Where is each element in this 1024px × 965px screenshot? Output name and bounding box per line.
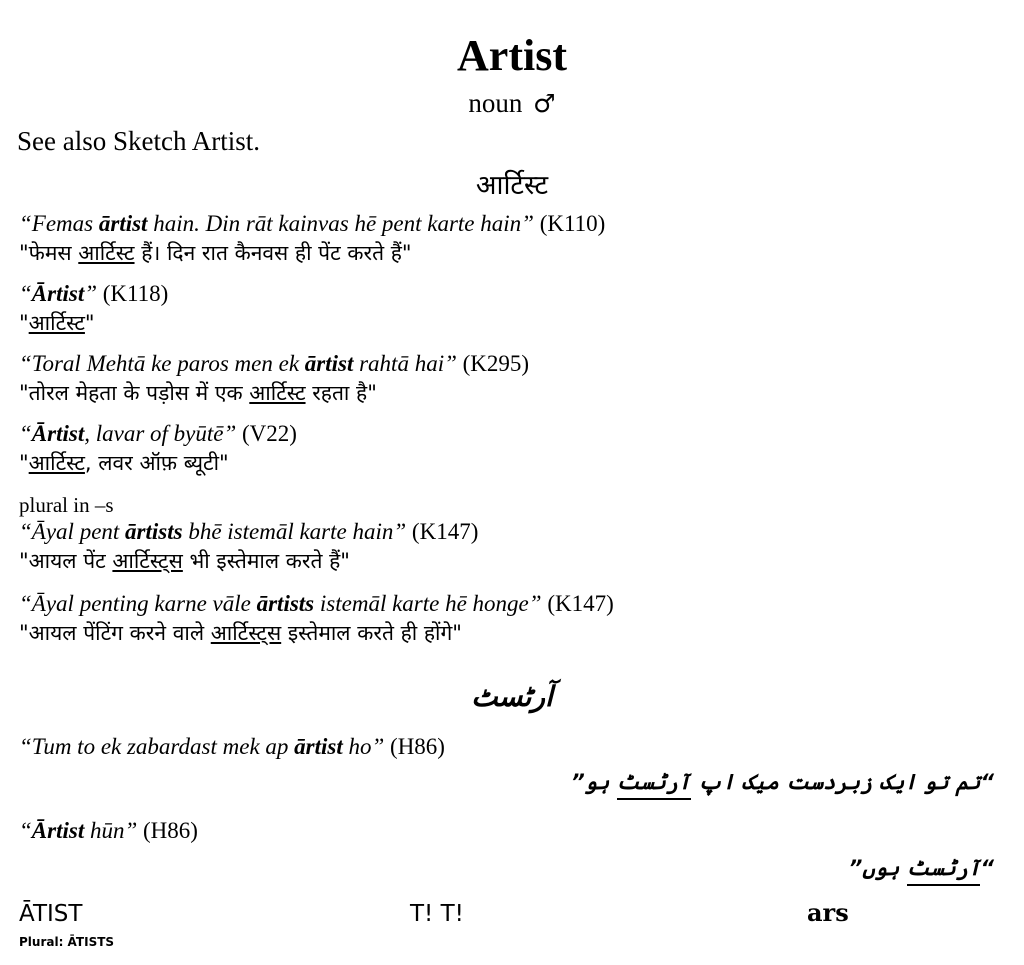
source-citation: (K147) [547,591,614,616]
footer-middle-code: T! T! [410,901,464,927]
plural-example [19,590,1004,648]
devanagari-line: "आर्टिस्ट, लवर ऑफ़ ब्यूटी" [19,451,229,475]
underlined-term: आर्टिस्ट [28,451,85,475]
underlined-term: आर्टिस्ट [28,311,85,335]
highlighted-term: ārtist [294,734,343,759]
part-of-speech: noun [468,88,523,118]
urdu-example [19,817,1004,845]
see-also-note: See also Sketch Artist. [17,126,260,156]
devanagari-line: "आयल पेंट आर्टिस्ट्स भी इस्तेमाल करते हैं" [19,549,350,573]
underlined-term: आर्टिस्ट [78,241,135,265]
footer-transcription: ĀTIST [19,901,83,927]
transliteration-line: “Ārtist” (K118) [19,281,169,306]
highlighted-term: ārtist [304,351,354,376]
underlined-term: आर्टिस्ट्स [210,621,282,645]
highlighted-term: ārtists [256,591,315,616]
highlighted-term: Ārtist [31,421,85,446]
transliteration-line: “Āyal pent ārtists bhē istemāl karte hain” (K147) [19,519,479,544]
source-citation: (K147) [411,519,479,544]
source-citation: (K295) [462,351,530,376]
highlighted-term: Ārtist [31,281,85,306]
urdu-script-line: “آرٹسٹ ہوں” [849,853,994,883]
hindi-section-heading: आर्टिस्ट [475,170,549,201]
highlighted-term: ārtists [125,519,183,544]
transliteration-line: “Femas ārtist hain. Din rāt kainvas hē pent karte hain” (K110) [19,211,606,236]
devanagari-line: "फेमस आर्टिस्ट हैं। दिन रात कैनवस ही पेंट करते हैं" [19,241,412,265]
urdu-script-line: “تم تو ایک زبردست میک اپ آرٹسٹ ہو” [571,767,994,797]
transliteration-line: “Āyal penting karne vāle ārtists istemāl karte hē honge” (K147) [19,591,614,616]
source-citation: (K110) [539,211,606,236]
highlighted-term: ārtist [98,211,148,236]
plural-note: plural in –s [19,493,114,517]
underlined-term: आर्टिस्ट्स [112,549,183,573]
underlined-term: आर्टिस्ट [249,381,306,405]
underlined-term: آرٹسٹ [907,856,981,886]
transliteration-line: “Toral Mehtā ke paros men ek ārtist rahtā hai” (K295) [19,351,530,376]
hindi-example [19,280,1004,338]
transliteration-line: “Ārtist hūn” (H86) [19,818,198,843]
hindi-example [19,210,1004,268]
footer-right-code: ars [807,898,849,927]
transliteration-line: “Ārtist, lavar of byūtē” (V22) [19,421,297,446]
part-of-speech-line [0,86,1024,121]
underlined-term: آرٹسٹ [617,770,691,800]
hindi-example [19,420,1004,478]
source-citation: (H86) [143,818,198,843]
headword: Artist [457,31,567,80]
urdu-example [19,733,1004,761]
transliteration-line: “Tum to ek zabardast mek ap ārtist ho” (H86) [19,734,445,759]
urdu-section-heading: آرٹسٹ [471,680,553,713]
devanagari-line: "आर्टिस्ट" [19,311,95,335]
footer-plural: Plural: ĀTISTS [19,935,115,949]
masculine-gender-icon: ♂ [533,89,556,118]
highlighted-term: Ārtist [31,818,85,843]
source-citation: (K118) [102,281,169,306]
hindi-example [19,350,1004,408]
source-citation: (V22) [242,421,297,446]
devanagari-line: "आयल पेंटिंग करने वाले आर्टिस्ट्स इस्तेमाल करते ही होंगे" [19,621,462,645]
plural-example [19,518,1004,576]
devanagari-line: "तोरल मेहता के पड़ोस में एक आर्टिस्ट रहता है" [19,381,377,405]
source-citation: (H86) [390,734,445,759]
